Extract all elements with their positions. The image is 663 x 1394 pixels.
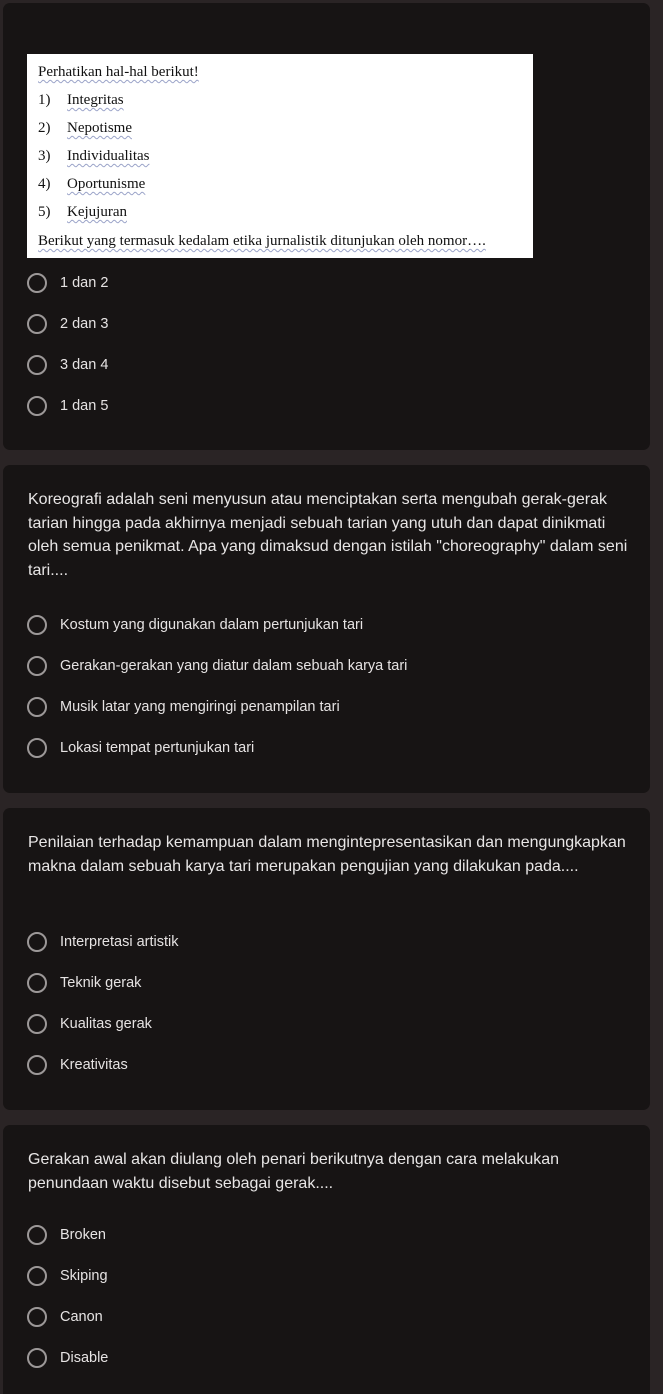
radio-button[interactable] [27,1055,47,1075]
option-radio[interactable] [27,1012,152,1036]
option-radio[interactable] [27,971,141,995]
radio-button[interactable] [27,355,47,375]
question-card-4 [3,1125,650,1394]
image-list-item: 1) Integritas [38,92,124,108]
radio-button[interactable] [27,738,47,758]
radio-button[interactable] [27,314,47,334]
option-radio[interactable] [27,271,108,295]
option-label: 3 dan 4 [60,357,109,373]
option-label: Kreativitas [60,1057,128,1073]
option-label: Disable [60,1350,109,1366]
option-label: 1 dan 5 [60,398,109,414]
option-radio[interactable] [27,1305,103,1329]
question-card-2 [3,465,650,793]
option-radio[interactable] [27,736,254,760]
radio-button[interactable] [27,396,47,416]
radio-button[interactable] [27,656,47,676]
option-label: Skiping [60,1268,108,1284]
option-label: Lokasi tempat pertunjukan tari [60,740,255,756]
image-list-item: 3) Individualitas [38,148,150,164]
radio-button[interactable] [27,697,47,717]
image-list-item: 2) Nepotisme [38,120,132,136]
option-label: Kostum yang digunakan dalam pertunjukan tari [60,617,364,633]
option-radio[interactable] [27,1264,108,1288]
radio-button[interactable] [27,932,47,952]
option-radio[interactable] [27,930,178,954]
option-label: 2 dan 3 [60,316,109,332]
option-label: Broken [60,1227,106,1243]
option-label: 1 dan 2 [60,275,109,291]
option-radio[interactable] [27,394,108,418]
option-label: Gerakan-gerakan yang diatur dalam sebuah karya tari [60,658,408,674]
option-radio[interactable] [27,613,363,637]
image-footer: Berikut yang termasuk kedalam etika jurnalistik ditunjukan oleh nomor…. [38,233,486,249]
option-radio[interactable] [27,654,407,678]
radio-button[interactable] [27,1266,47,1286]
option-label: Interpretasi artistik [60,934,179,950]
image-list-item: 5) Kejujuran [38,204,127,220]
option-radio[interactable] [27,695,340,719]
option-radio[interactable] [27,1053,128,1077]
option-radio[interactable] [27,1346,108,1370]
question-image [27,54,533,258]
radio-button[interactable] [27,1225,47,1245]
option-label: Kualitas gerak [60,1016,152,1032]
option-radio[interactable] [27,312,108,336]
option-radio[interactable] [27,1223,106,1247]
question-card-1 [3,3,650,450]
option-label: Canon [60,1309,103,1325]
question-text: Gerakan awal akan diulang oleh penari berikutnya dengan cara melakukan penundaan waktu disebut sebagai gerak.... [28,1151,560,1192]
option-radio[interactable] [27,353,108,377]
question-card-3 [3,808,650,1110]
question-text: Penilaian terhadap kemampuan dalam mengintepresentasikan dan mengungkapkan makna dalam sebuah karya tari merupakan pengujian yang dilakukan pada.... [28,834,626,875]
question-text: Koreografi adalah seni menyusun atau menciptakan serta mengubah gerak-gerak tarian hingga pada akhirnya menjadi sebuah tarian yang utuh dan dapat dinikmati oleh semua penikmat. Apa yang dimaksud dengan istilah "choreography" dalam seni tari.... [28,491,628,579]
radio-button[interactable] [27,1014,47,1034]
image-heading: Perhatikan hal-hal berikut! [38,64,199,80]
option-label: Musik latar yang mengiringi penampilan tari [60,699,340,715]
radio-button[interactable] [27,973,47,993]
radio-button[interactable] [27,615,47,635]
radio-button[interactable] [27,1348,47,1368]
radio-button[interactable] [27,273,47,293]
option-label: Teknik gerak [60,975,142,991]
image-list-item: 4) Oportunisme [38,176,146,192]
radio-button[interactable] [27,1307,47,1327]
